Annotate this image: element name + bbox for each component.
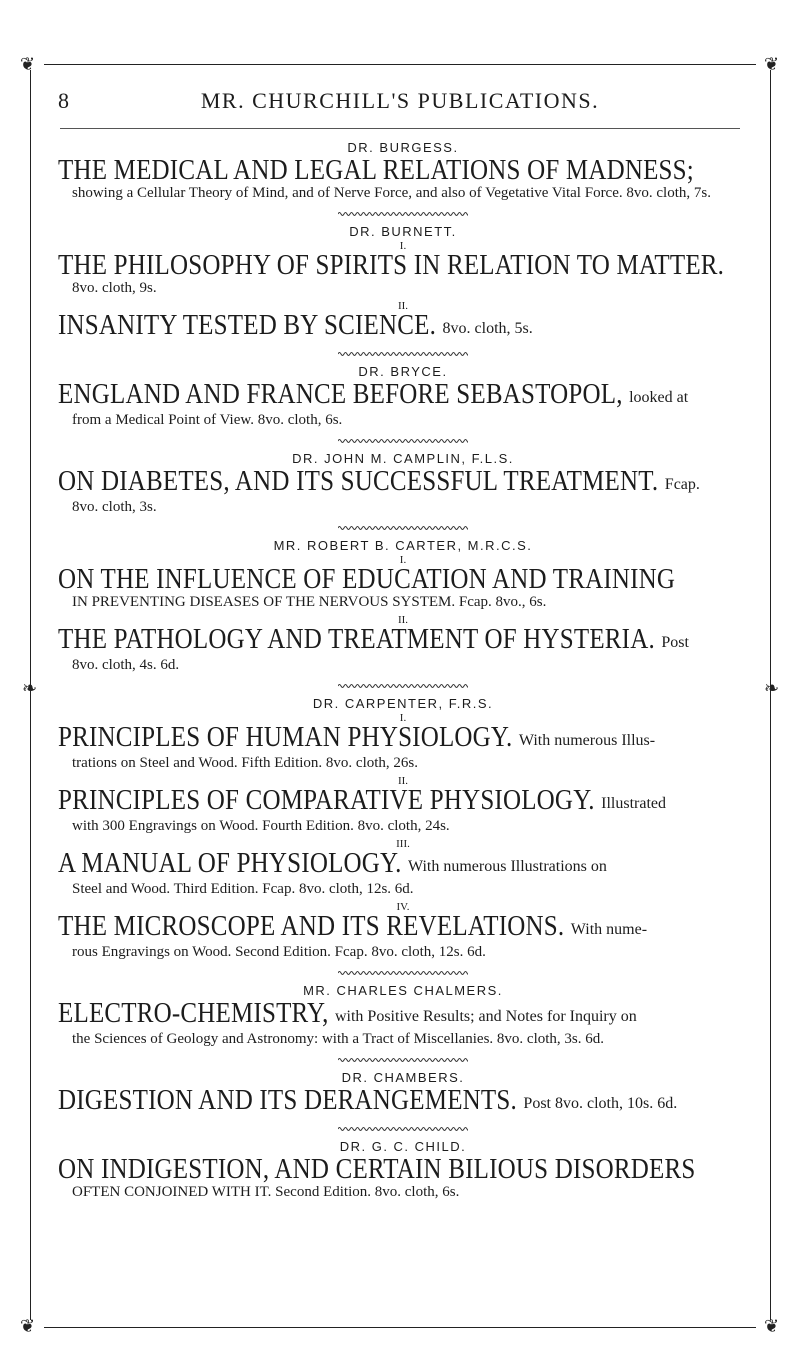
author-name: DR. CHAMBERS. <box>341 1070 465 1085</box>
book-title: ELECTRO-CHEMISTRY, <box>58 997 329 1030</box>
corner-ornament-top-right: ❦ <box>764 54 780 75</box>
corner-ornament-bottom-left: ❦ <box>20 1316 36 1337</box>
wavy-divider <box>338 350 468 358</box>
book-title-line <box>58 721 748 754</box>
book-title-line <box>58 249 748 282</box>
title-continuation: looked at <box>629 389 689 406</box>
title-continuation: With numerous Illustrations on <box>407 858 607 875</box>
entry-numeral: I. <box>399 712 407 724</box>
author-section <box>58 1056 748 1117</box>
top-rule <box>44 64 756 65</box>
wavy-divider <box>338 969 468 977</box>
author-section <box>58 969 748 1048</box>
corner-ornament-top-left: ❦ <box>20 54 36 75</box>
book-title-line <box>58 465 748 498</box>
book-title: THE PATHOLOGY AND TREATMENT OF HYSTERIA. <box>58 623 655 656</box>
header-rule <box>60 128 740 129</box>
book-title: THE MICROSCOPE AND ITS REVELATIONS. <box>58 910 565 943</box>
book-description: trations on Steel and Wood. Fifth Edition. 8vo. cloth, 26s. <box>72 755 418 771</box>
book-title-line <box>58 623 748 656</box>
book-entry <box>58 378 748 429</box>
book-title: PRINCIPLES OF COMPARATIVE PHYSIOLOGY. <box>58 784 595 817</box>
book-description: Steel and Wood. Third Edition. Fcap. 8vo. cloth, 12s. 6d. <box>72 881 414 897</box>
book-title: A MANUAL OF PHYSIOLOGY. <box>58 847 402 880</box>
book-description: from a Medical Point of View. 8vo. cloth, 6s. <box>72 412 343 428</box>
book-entry <box>58 465 748 516</box>
title-continuation: with Positive Results; and Notes for Inquiry on <box>334 1008 637 1025</box>
author-name: DR. JOHN M. CAMPLIN, F.L.S. <box>292 451 514 466</box>
book-title: ON THE INFLUENCE OF EDUCATION AND TRAINING <box>58 563 676 596</box>
running-head: MR. CHURCHILL'S PUBLICATIONS. <box>200 88 600 113</box>
book-entry <box>58 154 748 202</box>
author-name: DR. BURGESS. <box>347 140 459 155</box>
page-header <box>0 88 800 116</box>
title-continuation: Fcap. <box>664 476 700 493</box>
author-name: DR. BRYCE. <box>358 364 448 379</box>
page-number: 8 <box>58 88 69 113</box>
book-title: ON INDIGESTION, AND CERTAIN BILIOUS DISORDERS <box>58 1153 696 1186</box>
wavy-divider <box>338 437 468 445</box>
catalogue-listing <box>58 140 748 1205</box>
book-title-line <box>58 378 748 411</box>
author-section <box>58 437 748 516</box>
book-entry <box>58 1153 748 1201</box>
wavy-divider <box>338 524 468 532</box>
wavy-divider <box>338 1125 468 1133</box>
book-description: OFTEN CONJOINED WITH IT. Second Edition. 8vo. cloth, 6s. <box>72 1184 460 1200</box>
book-title-line <box>58 563 748 596</box>
entry-numeral: III. <box>396 838 410 850</box>
title-continuation: 8vo. cloth, 5s. <box>442 320 533 337</box>
book-description: with 300 Engravings on Wood. Fourth Edition. 8vo. cloth, 24s. <box>72 818 450 834</box>
wavy-divider <box>338 682 468 690</box>
book-description: showing a Cellular Theory of Mind, and of Nerve Force, and also of Vegetative Vital Force. 8vo. cloth, 7s. <box>72 185 711 201</box>
book-title: THE PHILOSOPHY OF SPIRITS IN RELATION TO MATTER. <box>58 249 725 282</box>
book-entry <box>58 555 748 611</box>
author-name: MR. CHARLES CHALMERS. <box>303 983 503 998</box>
book-title-line <box>58 997 748 1030</box>
side-ornament-right: ❧ <box>764 678 780 699</box>
entry-numeral: I. <box>399 240 407 252</box>
title-continuation: With nume- <box>570 921 648 938</box>
entry-numeral: IV. <box>396 901 410 913</box>
author-name: MR. ROBERT B. CARTER, M.R.C.S. <box>273 538 533 553</box>
corner-ornament-bottom-right: ❦ <box>764 1316 780 1337</box>
book-title: ENGLAND AND FRANCE BEFORE SEBASTOPOL, <box>58 378 623 411</box>
book-entry <box>58 241 748 297</box>
author-section <box>58 350 748 429</box>
book-entry <box>58 839 748 898</box>
book-description: 8vo. cloth, 9s. <box>72 280 157 296</box>
book-entry <box>58 997 748 1048</box>
book-title-line <box>58 1084 748 1117</box>
entry-numeral: II. <box>397 775 409 787</box>
book-title-line <box>58 309 748 342</box>
author-section <box>58 1125 748 1201</box>
entry-numeral: II. <box>397 300 409 312</box>
entry-numeral: I. <box>399 554 407 566</box>
book-title: ON DIABETES, AND ITS SUCCESSFUL TREATMENT. <box>58 465 659 498</box>
title-continuation: Post 8vo. cloth, 10s. 6d. <box>523 1095 678 1112</box>
book-title-line <box>58 154 748 187</box>
book-description: IN PREVENTING DISEASES OF THE NERVOUS SYSTEM. Fcap. 8vo., 6s. <box>72 594 547 610</box>
book-description: rous Engravings on Wood. Second Edition. Fcap. 8vo. cloth, 12s. 6d. <box>72 944 486 960</box>
author-name: DR. BURNETT. <box>349 224 457 239</box>
book-title: THE MEDICAL AND LEGAL RELATIONS OF MADNESS; <box>58 154 694 187</box>
author-section <box>58 682 748 961</box>
book-entry <box>58 776 748 835</box>
book-title-line <box>58 847 748 880</box>
title-continuation: With numerous Illus- <box>518 732 656 749</box>
side-ornament-left: ❧ <box>22 678 38 699</box>
entry-numeral: II. <box>397 614 409 626</box>
bottom-rule <box>44 1327 756 1328</box>
book-description: the Sciences of Geology and Astronomy: with a Tract of Miscellanies. 8vo. cloth, 3s. 6d. <box>72 1031 605 1047</box>
author-name: DR. CARPENTER, F.R.S. <box>312 696 494 711</box>
author-section <box>58 524 748 674</box>
author-section <box>58 140 748 202</box>
book-description: 8vo. cloth, 3s. <box>72 499 157 515</box>
wavy-divider <box>338 1056 468 1064</box>
book-description: 8vo. cloth, 4s. 6d. <box>72 657 180 673</box>
wavy-divider <box>338 210 468 218</box>
book-title: DIGESTION AND ITS DERANGEMENTS. <box>58 1084 517 1117</box>
title-continuation: Post <box>661 634 689 651</box>
book-title: PRINCIPLES OF HUMAN PHYSIOLOGY. <box>58 721 513 754</box>
author-name: DR. G. C. CHILD. <box>339 1139 467 1154</box>
book-entry <box>58 615 748 674</box>
book-title: INSANITY TESTED BY SCIENCE. <box>58 309 437 342</box>
book-title-line <box>58 1153 748 1186</box>
author-section <box>58 210 748 342</box>
book-entry <box>58 902 748 961</box>
book-entry <box>58 1084 748 1117</box>
book-title-line <box>58 784 748 817</box>
book-title-line <box>58 910 748 943</box>
title-continuation: Illustrated <box>601 795 667 812</box>
book-entry <box>58 713 748 772</box>
book-entry <box>58 301 748 342</box>
